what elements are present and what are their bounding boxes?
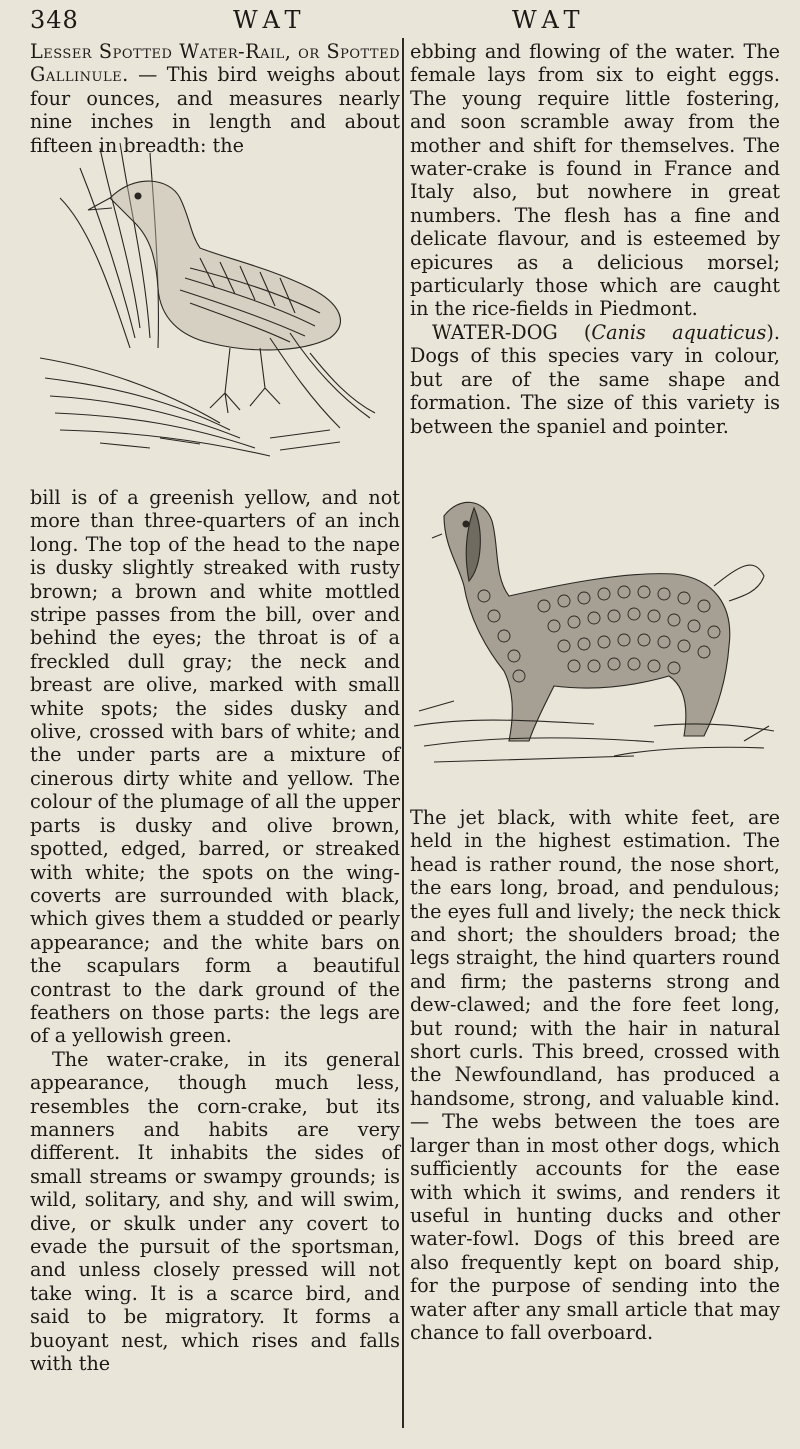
water-rail-heading: Lesser Spotted Water-Rail, or Spotted Gallinule. xyxy=(30,40,400,87)
water-dog-icon xyxy=(414,486,784,786)
water-dog-latin-name: Canis aquaticus xyxy=(591,320,767,344)
page-number: 348 xyxy=(30,6,79,34)
water-crake-habits: The water-crake, in its general appearance, though much less, resembles the corn-crake, but its manners and habits are very different. It inhabits the sides of small streams or swampy grounds; is wild, solitary, and shy, and will swim, dive, or skulk under any covert to evade the pursuit of the sportsman, and unless closely pressed will not take wing. It is a scarce bird, and said to be migratory. It forms a buoyant nest, which rises and falls with the xyxy=(30,1047,400,1376)
left-column-bottom xyxy=(30,486,400,1375)
water-rail-icon xyxy=(40,138,380,468)
page-header xyxy=(0,0,800,40)
running-head-right: WAT xyxy=(512,6,586,34)
water-rail-description: bill is of a greenish yellow, and not more than three-quarters of an inch long. The top of the head to the nape is dusky slightly streaked with rusty brown; a brown and white mottled stripe passes from the bill, over and behind the eyes; the throat is of a freckled dull gray; the neck and breast are olive, marked with small white spots; the sides dusky and olive, crossed with bars of white; and the under parts are a mixture of cinerous dirty white and yellow. The colour of the plumage of all the upper parts is dusky and olive brown, spotted, edged, barred, or streaked with white; the spots on the wing-coverts are surrounded with black, which gives them a studded or pearly appearance; and the white bars on the scapulars form a beautiful contrast to the dark ground of the feathers on those parts: the legs are of a yellowish green. xyxy=(30,486,400,1048)
water-dog-heading: WATER-DOG ( xyxy=(432,320,592,344)
water-crake-continued: ebbing and flowing of the water. The female lays from six to eight eggs. The young require little fostering, and soon scramble away from the mother and shift for themselves. The water-crake is found in France and Italy also, but nowhere in great numbers. The flesh has a fine and delicate flavour, and is esteemed by epicures as a delicious morsel; particularly those which are caught in the rice-fields in Piedmont. xyxy=(410,40,780,321)
bird-illustration xyxy=(40,138,380,468)
right-column-top xyxy=(410,40,780,438)
running-head-left: WAT xyxy=(233,6,307,34)
column-divider xyxy=(402,38,404,1428)
water-dog-intro xyxy=(410,321,780,438)
water-rail-intro-text: — This bird weighs about four ounces, and measures nearly nine inches in length and about fifteen in breadth: the xyxy=(30,63,400,157)
water-dog-description: The jet black, with white feet, are held in the highest estimation. The head is rather round, the nose short, the ears long, broad, and pendulous; the eyes full and lively; the neck thick and short; the shoulders broad; the legs straight, the hind quarters round and firm; the pasterns strong and dew-clawed; and the fore feet long, but round; with the hair in natural short curls. This breed, crossed with the Newfoundland, has produced a handsome, strong, and valuable kind. — The webs between the toes are larger than in most other dogs, which sufficiently accounts for the ease with which it swims, and renders it useful in hunting ducks and other water-fowl. Dogs of this breed are also frequently kept on board ship, for the purpose of sending into the water after any small article that may chance to fall overboard. xyxy=(410,806,780,1344)
water-dog-heading-end: ). xyxy=(766,320,780,344)
dog-illustration xyxy=(414,486,784,786)
water-dog-intro-text: Dogs of this species vary in colour, but are of the same shape and formation. The size of this variety is between the spaniel and pointer. xyxy=(410,344,780,438)
right-column-bottom xyxy=(410,806,780,1344)
